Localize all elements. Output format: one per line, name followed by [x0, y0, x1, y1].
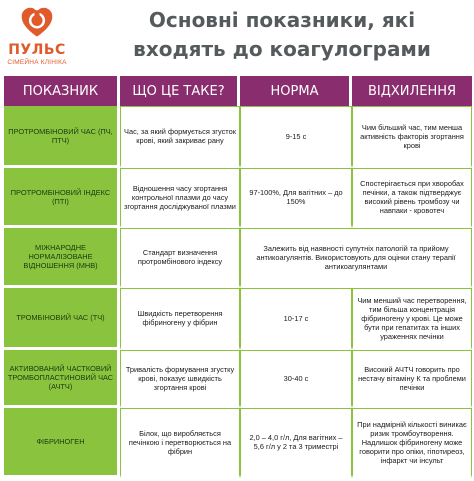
- row-norm: 10-17 с: [240, 288, 352, 350]
- logo-name: ПУЛЬС: [8, 42, 66, 58]
- row-norm: Залежить від наявності супутніх патологій та прийому антикоагулянтів. Використовують для оцінки стану терапії антикоагулянтами: [240, 228, 472, 288]
- title-line-2: входять до коагулограми: [133, 37, 431, 61]
- row-name: ТРОМБІНОВИЙ ЧАС (ТЧ): [4, 288, 120, 350]
- row-deviation: При надмірній кількості виникає ризик тромбоутворення. Надлишок фібриногену може говорити про опіки, гіпотиреоз, інфаркт чи інсульт: [352, 408, 472, 478]
- clinic-logo: [4, 6, 70, 72]
- row-norm: 9-15 с: [240, 106, 352, 168]
- header-deviation: ВІДХИЛЕННЯ: [352, 76, 472, 106]
- heart-logo-icon: [20, 6, 54, 40]
- row-what: Білок, що виробляється печінкою і перетворюється на фібрин: [120, 408, 240, 478]
- row-what: Стандарт визначення протромбінового індексу: [120, 228, 240, 288]
- row-norm: 2,0 – 4,0 г/л, Для вагітних – 5,6 г/л у 2 та 3 триместрі: [240, 408, 352, 478]
- header-norm: НОРМА: [240, 76, 352, 106]
- row-norm: 97-100%, Для вагітних – до 150%: [240, 168, 352, 228]
- row-name: МІЖНАРОДНЕ НОРМАЛІЗОВАНЕ ВІДНОШЕННЯ (МНВ): [4, 228, 120, 288]
- title-line-1: Основні показники, які: [148, 8, 416, 32]
- table-row: [4, 228, 472, 288]
- logo-subtitle: СІМЕЙНА КЛІНІКА: [7, 59, 67, 66]
- row-deviation: Спостерігається при хворобах печінки, а також підтверджує високий рівень тромбозу чи навпаки - кровотеч: [352, 168, 472, 228]
- header-what: ЩО ЦЕ ТАКЕ?: [120, 76, 240, 106]
- row-norm: 30-40 с: [240, 350, 352, 408]
- row-deviation: Високий АЧТЧ говорить про нестачу вітаміну К та проблеми печінки: [352, 350, 472, 408]
- header-indicator: ПОКАЗНИК: [4, 76, 120, 106]
- table-row: [4, 168, 472, 228]
- row-name: ПРОТРОМБІНОВИЙ ЧАС (ПЧ, ПТЧ): [4, 106, 120, 168]
- table-row: [4, 106, 472, 168]
- row-what: Час, за який формується згусток крові, який закриває рану: [120, 106, 240, 168]
- row-name: АКТИВОВАНИЙ ЧАСТКОВИЙ ТРОМБОПЛАСТИНОВИЙ ЧАС (АЧТЧ): [4, 350, 120, 408]
- row-what: Тривалість формування згустку крові, показує швидкість згортання крові: [120, 350, 240, 408]
- row-name: ПРОТРОМБІНОВИЙ ІНДЕКС (ПТІ): [4, 168, 120, 228]
- page-title: [96, 6, 468, 64]
- header: [0, 0, 474, 76]
- row-what: Швидкість перетворення фібриногену у фібрин: [120, 288, 240, 350]
- row-what: Відношення часу згортання контрольної плазми до часу згортання досліджуваної плазми: [120, 168, 240, 228]
- row-deviation: Чим більший час, тим менша активність факторів згортання крові: [352, 106, 472, 168]
- table-row: [4, 350, 472, 408]
- row-name: ФІБРИНОГЕН: [4, 408, 120, 478]
- table-row: [4, 288, 472, 350]
- table-header-row: [4, 76, 472, 106]
- coagulogram-table: [4, 76, 472, 478]
- row-deviation: Чим менший час перетворення, тим більша концентрація фібриногену у крові. Це може бути при гепатитах та інших ураженнях печінки: [352, 288, 472, 350]
- table-row: [4, 408, 472, 478]
